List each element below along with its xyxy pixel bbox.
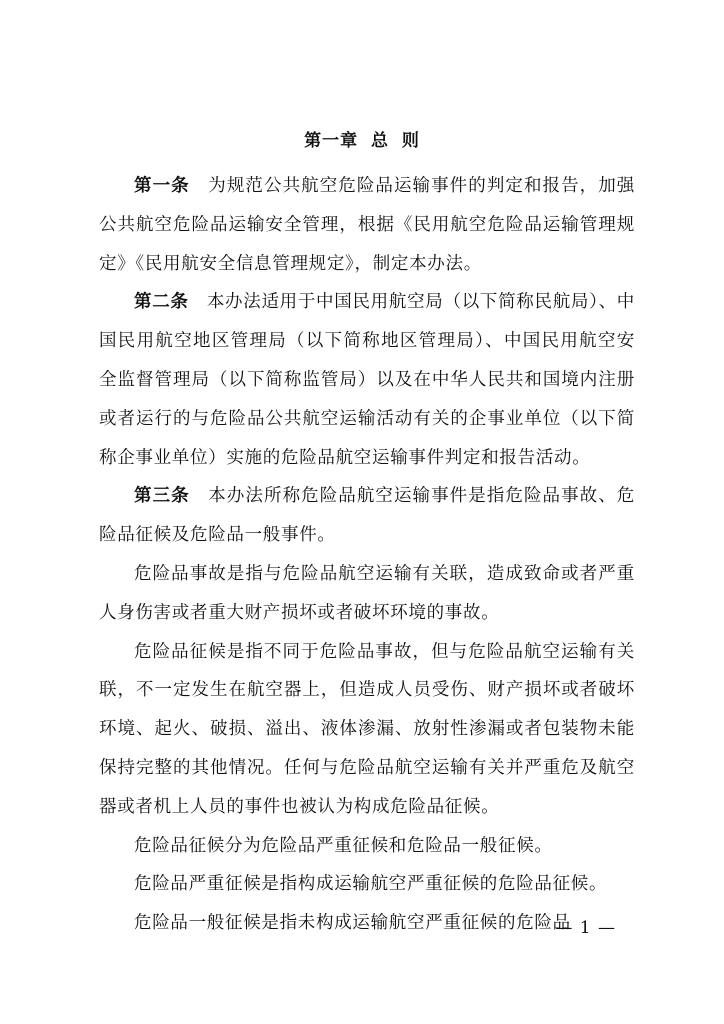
body-paragraph: 危险品事故是指与危险品航空运输有关联，造成致命或者严重人身伤害或者重大财产损坏或者破坏环境的事故。 bbox=[99, 563, 635, 623]
article-paragraph bbox=[99, 167, 635, 283]
body-paragraph: 危险品征候分为危险品严重征候和危险品一般征候。 bbox=[134, 835, 553, 856]
body-paragraph: 危险品征候是指不同于危险品事故，但与危险品航空运输有关联，不一定发生在航空器上，但造成人员受伤、财产损坏或者破坏环境、起火、破损、溢出、液体渗漏、放射性渗漏或者包装物未能保持完整的其他情况。任何与危险品航空运输有关并严重危及航空器或者机上人员的事件也被认为构成危险品征候。 bbox=[99, 641, 635, 817]
page-number: — 1 — bbox=[555, 918, 616, 938]
body-paragraph: 危险品严重征候是指构成运输航空严重征候的危险品征候。 bbox=[134, 874, 608, 895]
document-body bbox=[99, 167, 635, 943]
article-text: 为规范公共航空危险品运输事件的判定和报告，加强公共航空危险品运输安全管理，根据《民用航空危险品运输管理规定》《民用航安全信息管理规定》，制定本办法。 bbox=[99, 176, 635, 274]
article-text: 本办法所称危险品航空运输事件是指危险品事故、危险品征候及危险品一般事件。 bbox=[99, 486, 635, 546]
article-label: 第二条 bbox=[134, 292, 189, 313]
body-paragraph: 危险品一般征候是指未构成运输航空严重征候的危险品 bbox=[134, 913, 571, 934]
article-label: 第三条 bbox=[134, 486, 190, 507]
article-label: 第一条 bbox=[134, 176, 190, 196]
chapter-title: 第一章 总 则 bbox=[304, 131, 420, 151]
article-paragraph bbox=[99, 477, 635, 555]
article-paragraph bbox=[99, 283, 635, 477]
article-text: 本办法适用于中国民用航空局（以下简称民航局）、中国民用航空地区管理局（以下简称地区管理局）、中国民用航空安全监督管理局（以下简称监管局）以及在中华人民共和国境内注册或者运行的与危险品公共航空运输活动有关的企事业单位（以下简称企事业单位）实施的危险品航空运输事件判定和报告活动。 bbox=[99, 292, 635, 468]
